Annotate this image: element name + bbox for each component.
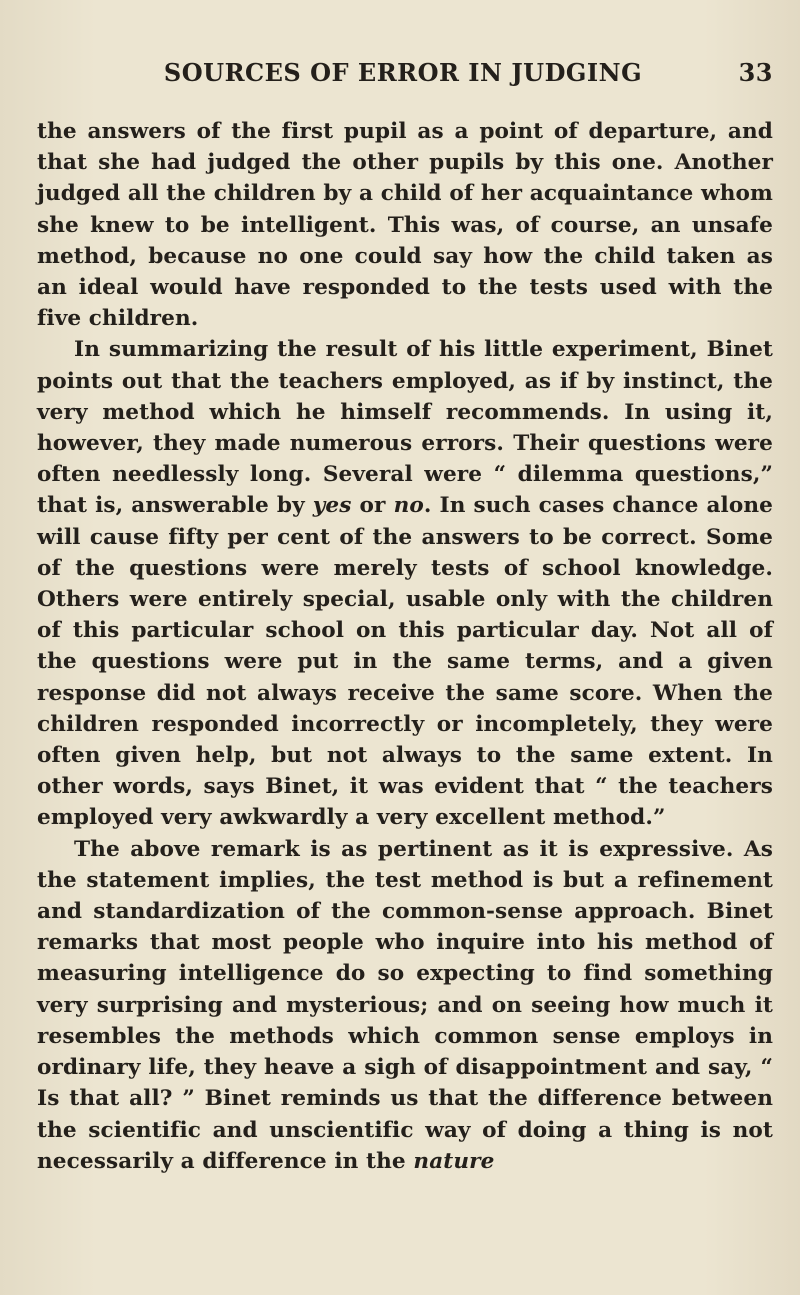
text-segment: . In such cases chance alone will cause fifty per cent of the answers to be correct. Some of the questions were merely tests of school knowledge. Others were entirely special, usable only with the children of this particular school on this particular day. Not all of the questions were put in the same terms, and a given response did not always receive the same score. When the children responded incorrectly or incompletely, they were often given help, but not always to the same extent. In other words, says Binet, it was evident that “ the teachers employed very awkwardly a very excellent method.”	[37, 493, 773, 831]
paragraph-3	[37, 834, 773, 1177]
page-number: 33	[738, 58, 773, 87]
italic-word-no: no	[393, 493, 424, 519]
text-segment: or	[351, 493, 394, 519]
text-segment: The above remark is as pertinent as it is expressive. As the statement implies, the test method is but a refinement and standardization of the common-sense approach. Binet remarks that most people who inquire into his method of measuring intelligence do so expecting to find something very surprising and mysterious; and on seeing how much it resembles the methods which common sense employs in ordinary life, they heave a sigh of disappointment and say, “ Is that all? ” Binet reminds us that the difference between the scientific and unscientific way of doing a thing is not necessarily a difference in the	[37, 836, 773, 1174]
paragraph-2	[37, 334, 773, 833]
text-segment: the answers of the first pupil as a point of departure, and that she had judged the other pupils by this one. Another judged all the children by a child of her acquaintance whom she knew to be intelligent. This was, of course, an unsafe method, because no one could say how the child taken as an ideal would have responded to the tests used with the five children.	[37, 119, 773, 332]
italic-word-nature: nature	[413, 1148, 495, 1174]
paragraph-1	[37, 116, 773, 334]
running-head	[37, 58, 773, 92]
running-title: SOURCES OF ERROR IN JUDGING	[163, 58, 643, 87]
body-text	[37, 116, 773, 1177]
italic-word-yes: yes	[312, 493, 352, 519]
text-segment: In summarizing the result of his little experiment, Binet points out that the teachers employed, as if by instinct, the very method which he himself recommends. In using it, however, they made numerous errors. Their questions were often needlessly long. Several were “ dilemma questions,” that is, answerable by	[37, 337, 773, 519]
